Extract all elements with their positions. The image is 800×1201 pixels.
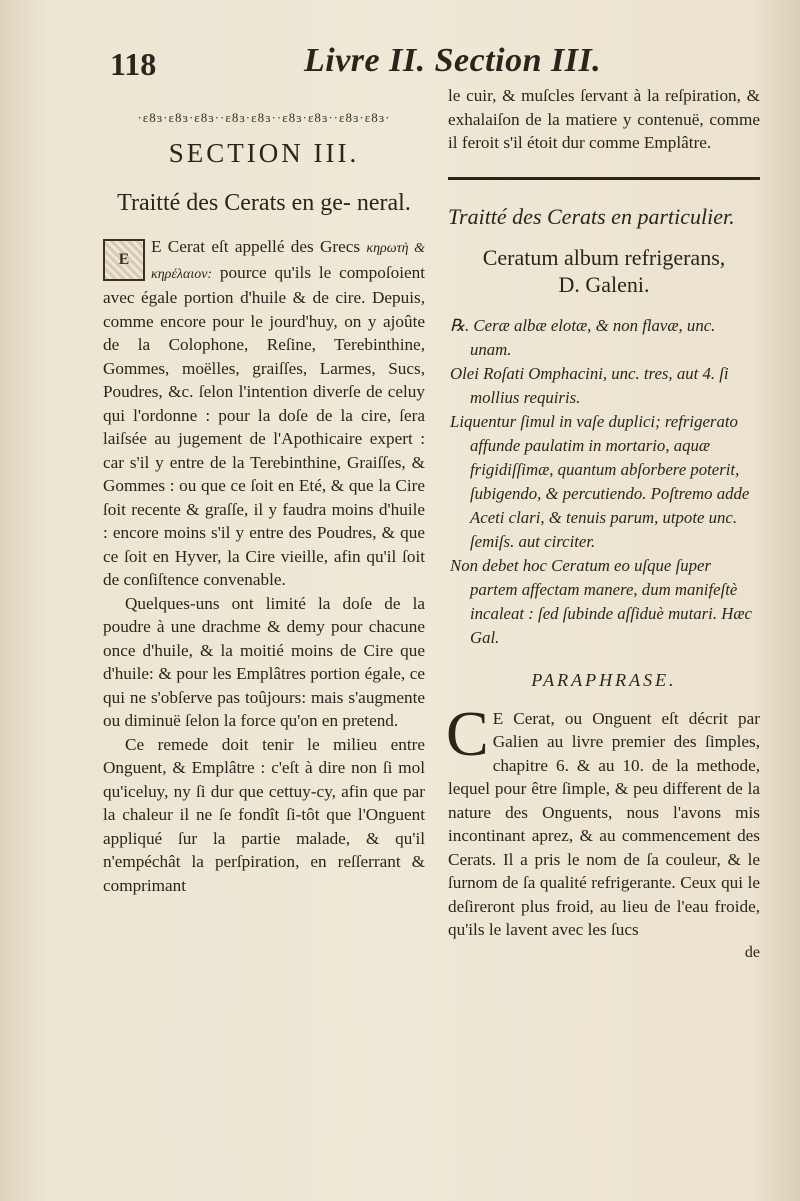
dropcap-ornament: E: [103, 239, 145, 281]
latin-note: Non debet hoc Ceratum eo uſque ſuper partem affectam manere, dum manifeſtè incaleat : ſed ſubinde aſſiduè mutari. Hæc Gal.: [450, 555, 752, 647]
page-number: 118: [110, 46, 157, 82]
intro-opening: E Cerat eſt appellé des Grecs: [151, 237, 361, 256]
continued-text: le cuir, & muſcles ſervant à la reſpiration, & exhalaiſon de la matiere y contenuë, comme il feroit s'il étoit dur comme Emplâtre.: [448, 86, 760, 152]
recipe-title-line-2: D. Galeni.: [558, 271, 650, 297]
right-column: [448, 84, 760, 962]
greek-terms: κηρωτὴ & κηρέλαιον:: [151, 241, 426, 282]
dropcap-letter: C: [446, 697, 489, 769]
paragraph-paraphrase: [446, 697, 760, 942]
intro-text: pource qu'ils le compoſoient avec égale portion d'huile & de cire. Depuis, comme encore pour le jourd'huy, on y ajoûte de la Colophone, Reſine, Terebinthine, Gommes, moëlles, graiſſes, Larmes, Sucs, Poudres, &c. ſelon l'intention diverſe de celuy qui l'ordonne : pour la doſe de la cire, ſera laiſsée au jugement de l'Apothicaire expert : car s'il y entre de la Terebinthine, Graiſſes, & Gommes : ou que ce ſoit en Eté, & que la Cire ſoit recente & graſſe, il y faudra moins d'huile : encore moins s'il y entre des Poudres, & que ce ſoit en Hyver, la Cire vieille, afin qu'il ſoit de conſiſtence convenable.: [103, 262, 425, 589]
catchword: de: [744, 943, 760, 961]
section-title: SECTION III.: [168, 138, 360, 168]
recipe-title-line-1: Ceratum album refrigerans,: [482, 244, 726, 270]
paragraph-remedy: Ce remede doit tenir le milieu entre Onguent, & Emplâtre : c'eſt à dire non ſi mol qu'iceluy, ny ſi dur que cettuy-cy, afin que par la chaleur il ne ſe fondît ſi-tôt que l'Onguent appliqué ſur la partie malade, & qu'il n'empéchât la perſpiration, en reſſerrant & comprimant: [103, 734, 425, 895]
horizontal-rule: [448, 177, 760, 180]
latin-ingredient-2: Olei Roſati Omphacini, unc. tres, aut 4. ſi mollius requiris.: [450, 363, 729, 407]
latin-ingredient-1: ℞. Ceræ albæ elotæ, & non flavæ, unc. unam.: [450, 315, 716, 359]
recipe-title: [448, 244, 760, 298]
paragraph-dose: Quelques-uns ont limité la doſe de la poudre à une drachme & demy pour chacune once d'huile, & la moitié moins de Cire que d'huile: & pour les Emplâtres portion égale, ce qui ne s'obſerve pas toûjours: mais s'augmente ou diminuë ſelon la force qu'on en pretend.: [103, 593, 425, 730]
running-head: Livre II. Section III.: [304, 42, 602, 79]
page-header: [108, 42, 758, 88]
left-column: [103, 110, 425, 897]
subsection-heading: Traitté des Cerats en particulier.: [448, 203, 735, 229]
paraphrase-heading: PARAPHRASE.: [531, 669, 677, 690]
paragraph-intro: [103, 235, 425, 592]
section-subtitle: Traitté des Cerats en ge- neral.: [117, 190, 411, 216]
ornament-band: ·ɛ8ɜ·ɛ8ɜ·ɛ8ɜ··ɛ8ɜ·ɛ8ɜ··ɛ8ɜ·ɛ8ɜ··ɛ8ɜ·ɛ8ɜ·: [137, 110, 391, 125]
latin-instruction: Liquentur ſimul in vaſe duplici; refrigerato affunde paulatim in mortario, aquæ frigidiſſimæ, quantum abſorbere poterit, ſubigendo, & percutiendo. Poſtremo adde Aceti clari, & tenuis parum, utpote unc. ſemiſs. aut circiter.: [450, 411, 750, 551]
paraphrase-text: E Cerat, ou Onguent eſt décrit par Galien au livre premier des ſimples, chapitre 6. & au 10. de la methode, lequel pour être ſimple, & peu different de la nature des Onguents, nous l'avons mis incontinant aprez, & au commencement des Cerats. Il a pris le nom de ſa couleur, & le ſurnom de ſa qualité refrigerante. Ceux qui le deſireront plus froid, au lieu de l'eau froide, qu'ils le lavent avec les ſucs: [448, 708, 760, 939]
